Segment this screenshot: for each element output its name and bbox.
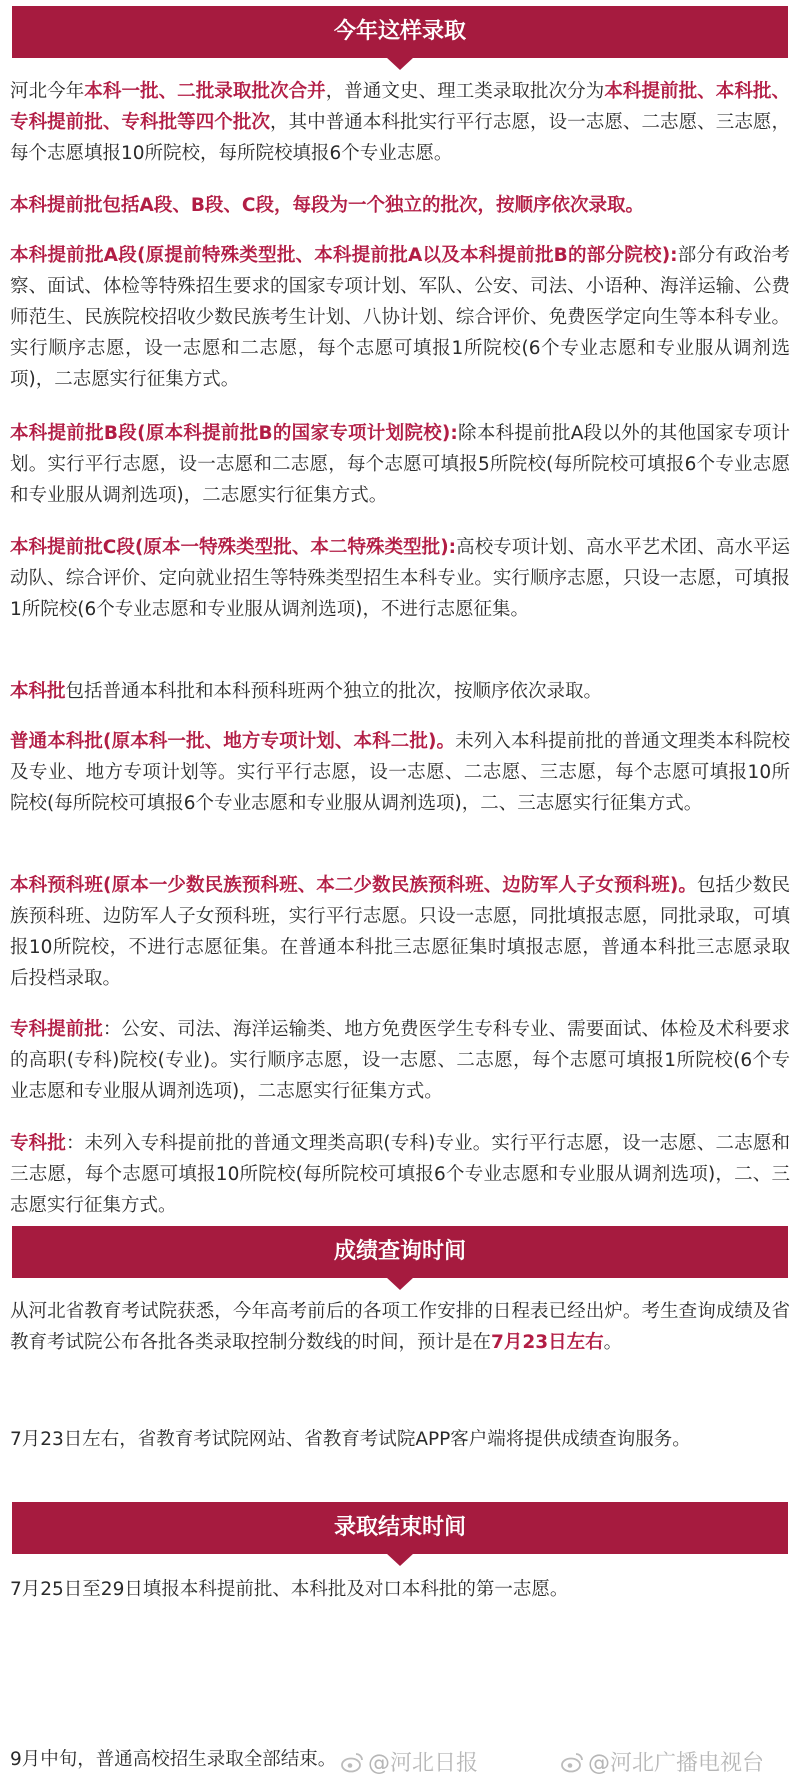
banner-notch: [386, 1277, 414, 1290]
body-text: ，其中普通本科批实行平行志愿，设一志愿、二志愿、三志愿，每个志愿填报10所院校，每所院校填报6个专业志愿。: [10, 112, 790, 164]
watermark-hebei-broadcast: [560, 1746, 764, 1777]
watermark-text: @河北日报: [368, 1751, 479, 1776]
highlighted-text: 专科批: [10, 1133, 67, 1154]
paragraph-early-batch-a: [10, 240, 790, 395]
section-banner-admission-end: [12, 1502, 788, 1554]
section-title: 录取结束时间: [333, 1515, 466, 1540]
paragraph-undergrad-batch: [10, 676, 790, 707]
paragraph-vocational-batch: [10, 1128, 790, 1221]
paragraph-early-batch-b: [10, 418, 790, 511]
highlighted-text: 本科提前批B段(原本科提前批B的国家专项计划院校):: [10, 423, 458, 444]
body-text: 。: [603, 1332, 623, 1353]
paragraph-batch-merge: [10, 76, 790, 169]
body-text: ：公安、司法、海洋运输类、地方免费医学生专科专业、需要面试、体检及术科要求的高职(专科)院校(专业)。实行顺序志愿，设一志愿、二志愿，每个志愿可填报1所院校(6个专业志愿和专业服从调剂选项)，二志愿实行征集方式。: [10, 1019, 790, 1102]
paragraph-vocational-early: [10, 1014, 790, 1107]
paragraph-score-release: [10, 1296, 790, 1358]
body-text: ，普通文史、理工类录取批次分为: [325, 81, 605, 102]
body-text: 除本科提前批A段以外的其他国家专项计划。实行平行志愿，设一志愿和二志愿，每个志愿可填报5所院校(每所院校可填报6个专业志愿和专业服从调剂选项)，二志愿实行征集方式。: [10, 423, 790, 506]
highlighted-text: 本科提前批C段(原本一特殊类型批、本二特殊类型批):: [10, 537, 457, 558]
highlighted-text: 本科提前批、本科批、专科提前批、专科批等四个批次: [10, 81, 790, 133]
body-text: 7月25日至29日填报本科提前批、本科批及对口本科批的第一志愿。: [10, 1579, 569, 1600]
paragraph-early-batch-c: [10, 532, 790, 625]
body-text: 从河北省教育考试院获悉，今年高考前后的各项工作安排的日程表已经出炉。考生查询成绩及省教育考试院公布各批各类录取控制分数线的时间，预计是在: [10, 1301, 790, 1353]
weibo-icon: [340, 1751, 364, 1773]
section-banner-admission: [12, 6, 788, 58]
paragraph-preparatory-class: [10, 870, 790, 994]
body-text: 包括普通本科批和本科预科班两个独立的批次，按顺序依次录取。: [65, 681, 603, 702]
section-title: 成绩查询时间: [333, 1239, 466, 1264]
body-text: 包括少数民族预科班、边防军人子女预科班，实行平行志愿。只设一志愿，同批填报志愿，同批录取，可填报10所院校，不进行志愿征集。在普通本科批三志愿征集时填报志愿，普通本科批三志愿录取后投档录取。: [10, 875, 790, 989]
banner-notch: [386, 1553, 414, 1566]
body-text: ：未列入专科提前批的普通文理类高职(专科)专业。实行平行志愿，设一志愿、二志愿和三志愿，每个志愿可填报10所院校(每所院校可填报6个专业志愿和专业服从调剂选项)，二、三志愿实行征集方式。: [10, 1133, 790, 1216]
highlighted-text: 专科提前批: [10, 1019, 103, 1040]
highlighted-text: 本科提前批A段(原提前特殊类型批、本科提前批A以及本科提前批B的部分院校):: [10, 245, 678, 266]
paragraph-early-batch-segments: [10, 190, 790, 221]
section-banner-score-query: [12, 1226, 788, 1278]
body-text: 7月23日左右，省教育考试院网站、省教育考试院APP客户端将提供成绩查询服务。: [10, 1429, 691, 1450]
body-text: 高校专项计划、高水平艺术团、高水平运动队、综合评价、定向就业招生等特殊类型招生本科专业。实行顺序志愿，只设一志愿，可填报1所院校(6个专业志愿和专业服从调剂选项)，不进行志愿征集。: [10, 537, 790, 620]
weibo-icon: [560, 1751, 584, 1773]
paragraph-regular-undergrad: [10, 726, 790, 819]
highlighted-text: 本科预科班(原本一少数民族预科班、本二少数民族预科班、边防军人子女预科班)。: [10, 875, 698, 896]
body-text: 河北今年: [10, 81, 85, 102]
highlighted-text: 7月23日左右: [491, 1332, 604, 1353]
paragraph-first-choice-filing: [10, 1574, 790, 1605]
paragraph-score-query-service: [10, 1424, 790, 1455]
highlighted-text: 本科一批、二批录取批次合并: [84, 81, 326, 102]
highlighted-text: 本科批: [10, 681, 66, 702]
body-text: 部分有政治考察、面试、体检等特殊招生要求的国家专项计划、军队、公安、司法、小语种、海洋运输、公费师范生、民族院校招收少数民族考生计划、八协计划、综合评价、免费医学定向生等本科专业。实行顺序志愿，设一志愿和二志愿，每个志愿可填报1所院校(6个专业志愿和专业服从调剂选项)，二志愿实行征集方式。: [10, 245, 790, 390]
watermark-hebei-daily: [340, 1746, 478, 1777]
section-title: 今年这样录取: [333, 19, 466, 44]
banner-notch: [386, 57, 414, 70]
watermark-text: @河北广播电视台: [588, 1751, 765, 1776]
body-text: 9月中旬，普通高校招生录取全部结束。: [10, 1749, 337, 1770]
highlighted-text: 本科提前批包括A段、B段、C段，每段为一个独立的批次，按顺序依次录取。: [10, 195, 644, 216]
body-text: 未列入本科提前批的普通文理类本科院校及专业、地方专项计划等。实行平行志愿，设一志愿、二志愿、三志愿，每个志愿可填报10所院校(每所院校可填报6个专业志愿和专业服从调剂选项)，二、三志愿实行征集方式。: [10, 731, 790, 814]
highlighted-text: 普通本科批(原本科一批、地方专项计划、本科二批)。: [10, 731, 456, 752]
